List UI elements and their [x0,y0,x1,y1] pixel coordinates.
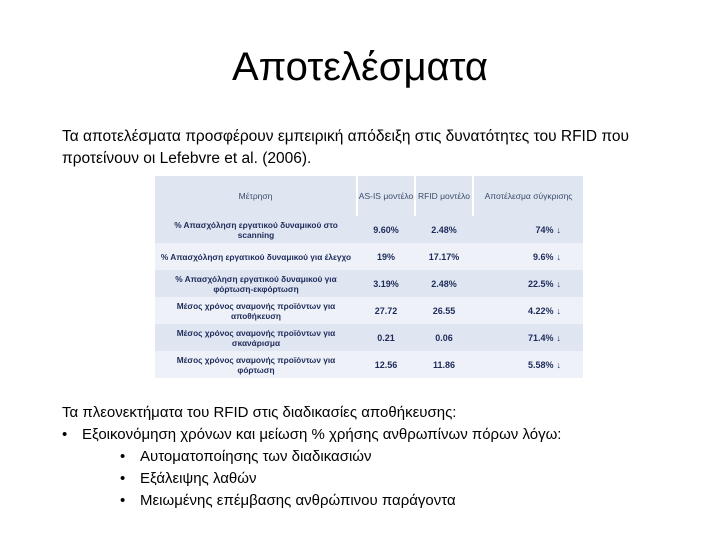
header-metric: Μέτρηση [155,176,357,216]
comparison-cell [473,297,583,324]
intro-paragraph: Τα αποτελέσματα προσφέρουν εμπειρική απόδειξη στις δυνατότητες του RFID που προτείνουν οι Lefebvre et al. (2006). [62,128,629,167]
comparison-value: 22.5% [527,278,554,289]
list-item: • Εξάλειψης λαθών [82,468,702,490]
table-row [155,297,583,324]
comparison-value: 9.6% [532,251,554,262]
rfid-cell: 11.86 [415,351,473,378]
header-asis: AS-IS μοντέλο [357,176,415,216]
table-row [155,351,583,378]
advantages-heading: Τα πλεονεκτήματα του RFID στις διαδικασίες αποθήκευσης: [62,404,457,421]
list-item-text: Εξοικονόμηση χρόνων και μείωση % χρήσης ανθρωπίνων πόρων λόγω: [82,426,562,443]
rfid-cell: 2.48% [415,270,473,297]
comparison-value: 4.22% [527,305,554,316]
arrow-down-icon: ↓ [556,224,561,235]
comparison-value: 74% [535,224,554,235]
table-row [155,324,583,351]
table-row [155,270,583,297]
asis-cell: 0.21 [357,324,415,351]
slide-title: Αποτελέσματα [231,45,489,89]
rfid-cell: 2.48% [415,216,473,243]
asis-cell: 3.19% [357,270,415,297]
comparison-cell [473,351,583,378]
comparison-cell [473,270,583,297]
arrow-down-icon: ↓ [556,305,561,316]
asis-cell: 12.56 [357,351,415,378]
rfid-cell: 26.55 [415,297,473,324]
asis-cell: 9.60% [357,216,415,243]
comparison-cell [473,243,583,270]
metric-cell: % Απασχόληση εργατικού δυναμικού για φόρτωση-εκφόρτωση [155,270,357,297]
metric-cell: Μέσος χρόνος αναμονής προϊόντων για σκανάρισμα [155,324,357,351]
list-item: • Αυτοματοποίησης των διαδικασιών [82,446,702,468]
arrow-down-icon: ↓ [556,251,561,262]
comparison-value: 5.58% [527,359,554,370]
rfid-cell: 0.06 [415,324,473,351]
header-rfid: RFID μοντέλο [415,176,473,216]
comparison-value: 71.4% [527,332,554,343]
header-comparison: Αποτέλεσμα σύγκρισης [473,176,583,216]
metric-cell: Μέσος χρόνος αναμονής προϊόντων για φόρτωση [155,351,357,378]
advantages-list [62,424,702,512]
metric-cell: % Απασχόληση εργατικού δυναμικού για έλεγχο [155,243,357,270]
arrow-down-icon: ↓ [556,359,561,370]
comparison-cell [473,324,583,351]
metric-cell: % Απασχόληση εργατικού δυναμικού στο scanning [155,216,357,243]
metric-cell: Μέσος χρόνος αναμονής προϊόντων για αποθήκευση [155,297,357,324]
table-row [155,243,583,270]
list-item: • Μειωμένης επέμβασης ανθρώπινου παράγοντα [82,490,702,512]
arrow-down-icon: ↓ [556,332,561,343]
table-row [155,216,583,243]
comparison-cell [473,216,583,243]
list-item [62,424,702,512]
results-table [155,176,583,378]
rfid-cell: 17.17% [415,243,473,270]
table-header-row [155,176,583,216]
arrow-down-icon: ↓ [556,278,561,289]
asis-cell: 27.72 [357,297,415,324]
advantages-sublist [82,446,702,512]
advantages-section [62,402,702,512]
asis-cell: 19% [357,243,415,270]
